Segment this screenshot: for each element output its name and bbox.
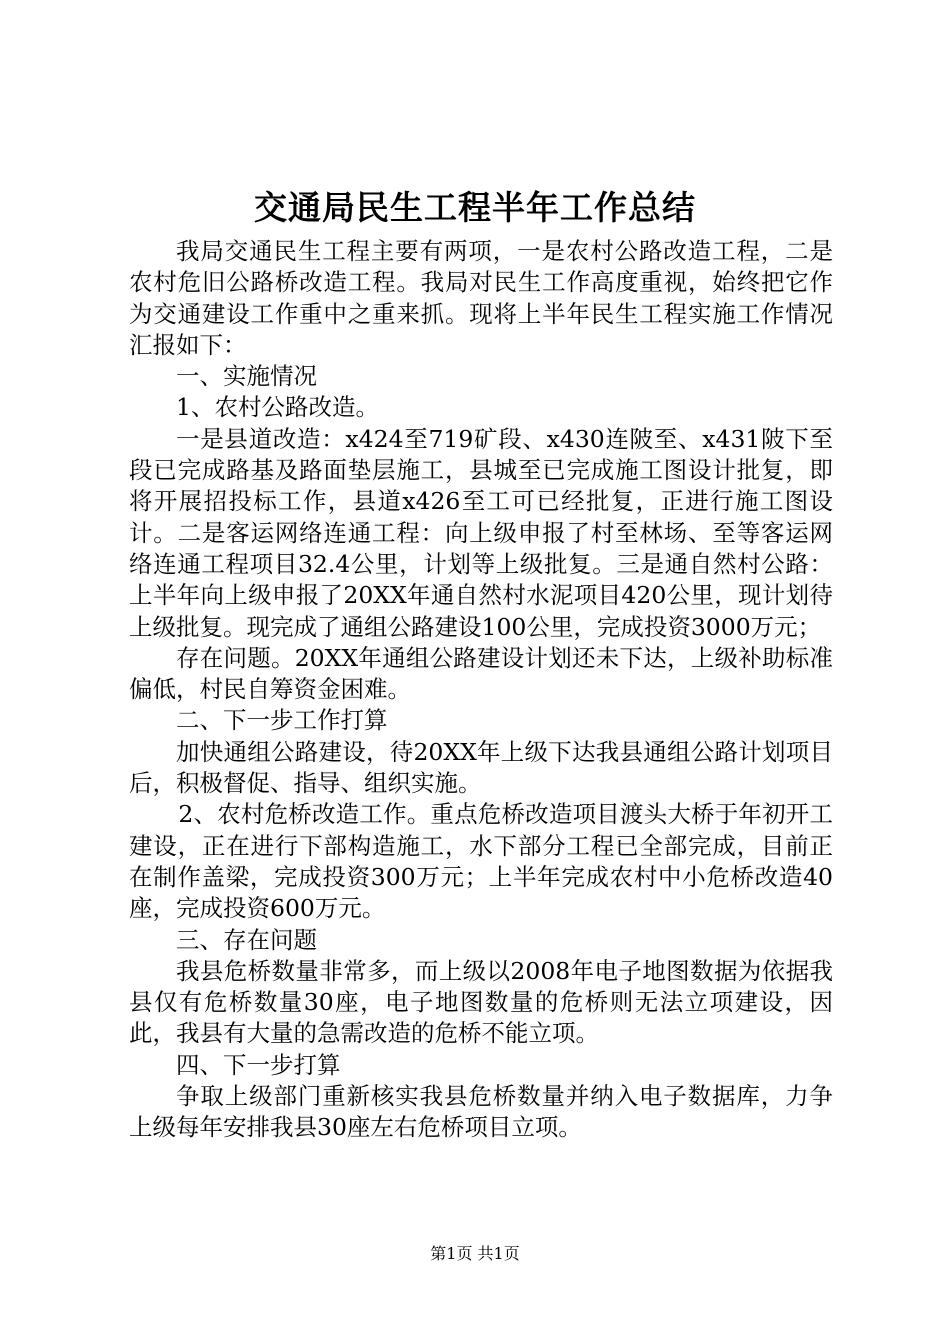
- paragraph-road-details: 一是县道改造：x424至719矿段、x430连陂至、x431陂下至段已完成路基及路面垫层施工，县城至已完成施工图设计批复，即将开展招投标工作，县道x426至工可已经批复，正进行施工图设计。二是客运网络连通工程：向上级申报了村至林场、至等客运网络连通工程项目32.4公里，计划等上级批复。三是通自然村公路：上半年向上级申报了20XX年通自然村水泥项目420公里，现计划待上级批复。现完成了通组公路建设100公里，完成投资3000万元；: [129, 424, 833, 641]
- heading-problems: 三、存在问题: [176, 925, 317, 954]
- heading-implementation: 一、实施情况: [176, 362, 317, 391]
- heading-next-steps: 二、下一步工作打算: [176, 706, 388, 735]
- document-title: 交通局民生工程半年工作总结: [254, 188, 696, 227]
- paragraph-bridge-problems: 我县危桥数量非常多，而上级以2008年电子地图数据为依据我县仅有危桥数量30座，电子地图数量的危桥则无法立项建设，因此，我县有大量的急需改造的危桥不能立项。: [129, 956, 833, 1048]
- document-body: [129, 236, 833, 1144]
- paragraph-road-plan: 加快通组公路建设，待20XX年上级下达我县通组公路计划项目后，积极督促、指导、组织实施。: [129, 737, 833, 798]
- subheading-rural-road: 1、农村公路改造。: [176, 393, 379, 422]
- heading-next-plan: 四、下一步打算: [176, 1050, 341, 1079]
- paragraph-bridge-plan: 争取上级部门重新核实我县危桥数量并纳入电子数据库，力争上级每年安排我县30座左右危桥项目立项。: [129, 1082, 833, 1142]
- paragraph-road-problems: 存在问题。20XX年通组公路建设计划还未下达，上级补助标准偏低，村民自筹资金困难。: [129, 643, 833, 704]
- page-footer: 第1页 共1页: [430, 1244, 520, 1263]
- paragraph-intro: 我局交通民生工程主要有两项，一是农村公路改造工程，二是农村危旧公路桥改造工程。我局对民生工作高度重视，始终把它作为交通建设工作重中之重来抓。现将上半年民生工程实施工作情况汇报如下：: [129, 237, 833, 359]
- paragraph-bridge-work: 2、农村危桥改造工作。重点危桥改造项目渡头大桥于年初开工建设，正在进行下部构造施工，水下部分工程已全部完成，目前正在制作盖梁，完成投资300万元；上半年完成农村中小危桥改造40座，完成投资600万元。: [129, 800, 833, 923]
